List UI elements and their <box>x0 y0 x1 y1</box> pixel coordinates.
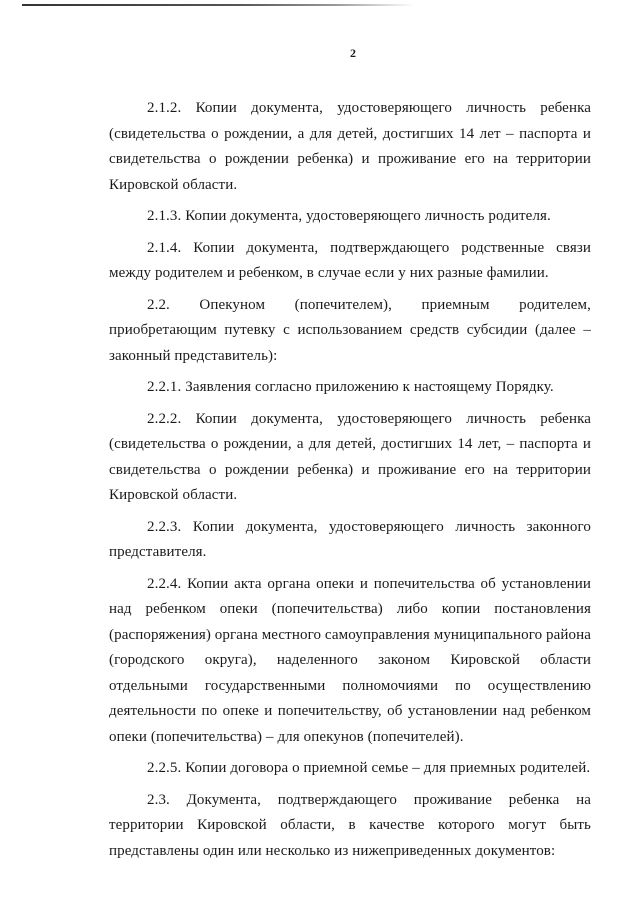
paragraph-2-1-4: 2.1.4. Копии документа, подтверждающего родственные связи между родителем и ребенком, в случае если у них разные фамилии. <box>109 239 591 281</box>
paragraph-2-1-3: 2.1.3. Копии документа, удостоверяющего личность родителя. <box>147 208 551 224</box>
paragraph-2-2-5: 2.2.5. Копии договора о приемной семье – для приемных родителей. <box>147 760 591 776</box>
page-number: 2 <box>350 46 356 60</box>
paragraph-2-2-1: 2.2.1. Заявления согласно приложению к настоящему Порядку. <box>147 379 554 395</box>
paragraph-2-1-2: 2.1.2. Копии документа, удостоверяющего личность ребенка (свидетельства о рождении, а для детей, достигших 14 лет – паспорта и свидетельства о рождении ребенка) и проживание его на территории Кировской области. <box>109 100 591 193</box>
paragraph-2-2-4: 2.2.4. Копии акта органа опеки и попечительства об установлении над ребенком опеки (попечительства) либо копии постановления (распоряжения) органа местного самоуправления муниципального района (городского округа), наделенного законом Кировской области отдельными государственными полномочиями по осуществлению деятельности по опеке и попечительству, об установлении над ребенком опеки (попечительства) – для опекунов (попечителей). <box>109 575 592 745</box>
paragraph-2-2: 2.2. Опекуном (попечителем), приемным родителем, приобретающим путевку с использованием средств субсидии (далее – законный представитель): <box>109 296 591 364</box>
paragraph-2-2-3: 2.2.3. Копии документа, удостоверяющего личность законного представителя. <box>109 518 591 560</box>
top-scan-rule <box>22 4 414 6</box>
paragraph-2-2-2: 2.2.2. Копии документа, удостоверяющего личность ребенка (свидетельства о рождении, а для детей, достигших 14 лет, – паспорта и свидетельства о рождении ребенка) и проживание его на территории Кировской области. <box>109 410 591 503</box>
paragraph-2-3: 2.3. Документа, подтверждающего проживание ребенка на территории Кировской области, в качестве которого могут быть представлены один или несколько из нижеприведенных документов: <box>109 791 591 859</box>
document-body <box>109 96 591 864</box>
